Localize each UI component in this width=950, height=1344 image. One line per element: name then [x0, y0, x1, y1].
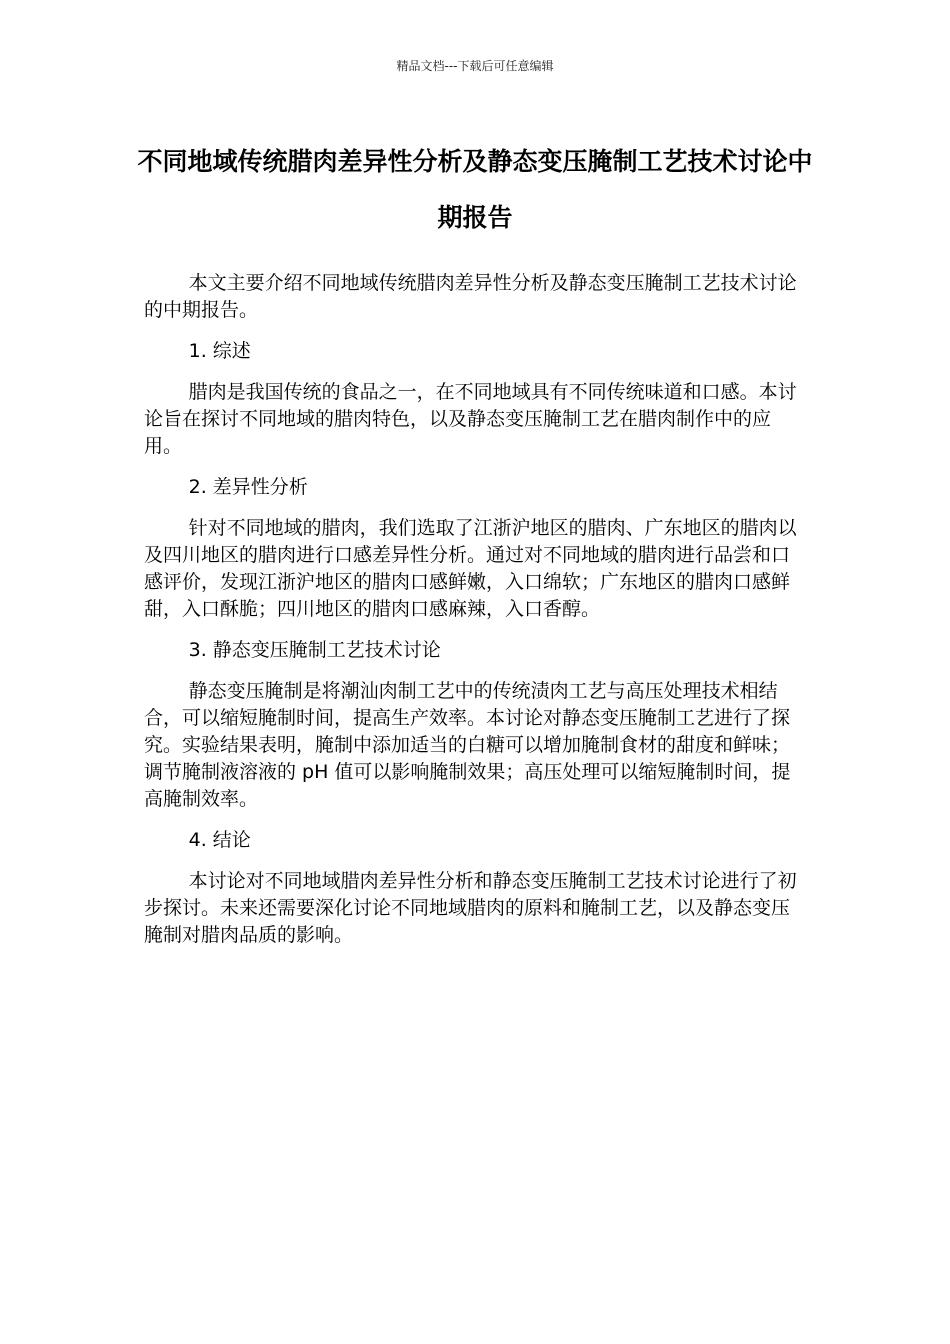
document-body — [144, 270, 806, 963]
intro-paragraph: 本文主要介绍不同地域传统腊肉差异性分析及静态变压腌制工艺技术讨论的中期报告。 — [144, 272, 797, 321]
section-body-conclusion: 本讨论对不同地域腊肉差异性分析和静态变压腌制工艺技术讨论进行了初步探讨。未来还需要深化讨论不同地域腊肉的原料和腌制工艺，以及静态变压腌制对腊肉品质的影响。 — [144, 870, 797, 946]
section-heading-conclusion: 4. 结论 — [188, 829, 251, 851]
section-body-curing-process: 静态变压腌制是将潮汕肉制工艺中的传统渍肉工艺与高压处理技术相结合，可以缩短腌制时间，提高生产效率。本讨论对静态变压腌制工艺进行了探究。实验结果表明，腌制中添加适当的白糖可以增加腌制食材的甜度和鲜味；调节腌制液溶液的 pH 值可以影响腌制效果；高压处理可以缩短腌制时间，提高腌制效率。 — [144, 680, 791, 810]
section-body-difference-analysis: 针对不同地域的腊肉，我们选取了江浙沪地区的腊肉、广东地区的腊肉以及四川地区的腊肉进行口感差异性分析。通过对不同地域的腊肉进行品尝和口感评价，发现江浙沪地区的腊肉口感鲜嫩，入口绵软；广东地区的腊肉口感鲜甜，入口酥脆；四川地区的腊肉口感麻辣，入口香醇。 — [144, 517, 797, 620]
section-heading-difference-analysis: 2. 差异性分析 — [188, 476, 308, 498]
header-note: 精品文档---下载后可任意编辑 — [396, 59, 554, 73]
document-title: 不同地域传统腊肉差异性分析及静态变压腌制工艺技术讨论中期报告 — [137, 147, 813, 232]
section-body-overview: 腊肉是我国传统的食品之一，在不同地域具有不同传统味道和口感。本讨论旨在探讨不同地域的腊肉特色，以及静态变压腌制工艺在腊肉制作中的应用。 — [144, 381, 797, 457]
section-heading-overview: 1. 综述 — [188, 340, 251, 362]
section-heading-curing-process: 3. 静态变压腌制工艺技术讨论 — [188, 639, 441, 661]
